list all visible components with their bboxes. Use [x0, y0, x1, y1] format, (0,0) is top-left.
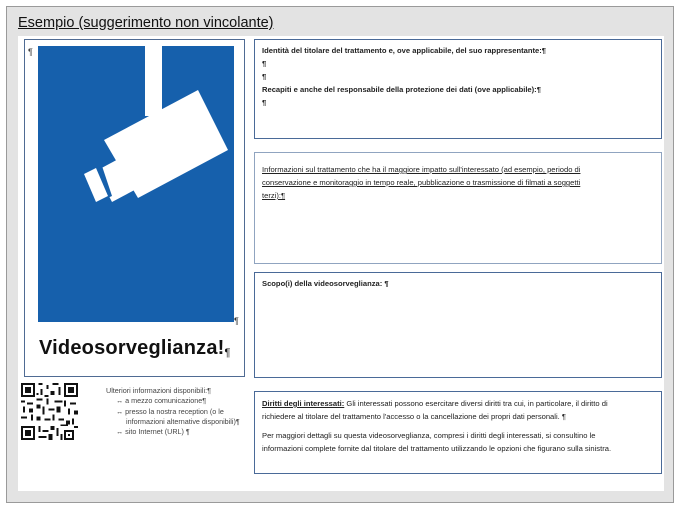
processing-impact-line-3: terzi):¶: [262, 191, 286, 200]
surveillance-camera-icon: [38, 46, 234, 322]
info-heading: Ulteriori informazioni disponibili:¶: [106, 386, 211, 395]
sign-corner-mark: ¶: [28, 47, 33, 57]
controller-identity-label: Identità del titolare del trattamento e, ove applicabile, del suo rappresentante:¶: [262, 46, 546, 55]
processing-impact-line-1: Informazioni sul trattamento che ha il maggiore impatto sull'interessato (ad esempio, periodo di: [262, 165, 581, 174]
surveillance-purpose-box: [254, 272, 662, 378]
controller-identity-box: [254, 39, 662, 139]
info-item-website: ↔ sito Internet (URL) ¶: [116, 427, 190, 437]
rights-heading: Diritti degli interessati:: [262, 399, 345, 408]
qr-code-icon: [21, 383, 78, 440]
surveillance-purpose-label: Scopo(i) della videosorveglianza: ¶: [262, 279, 389, 288]
info-item-reception-cont: informazioni alternative disponibili)¶: [126, 416, 240, 426]
rights-line-3: Per maggiori dettagli su questa videosorveglianza, compresi i diritti degli interessati, si consultino le: [262, 431, 596, 440]
processing-impact-box: [254, 152, 662, 264]
rights-line-4: informazioni complete fornite dal titolare del trattamento utilizzando le opzioni che figurano sulla sinistra.: [262, 444, 612, 453]
sign-label: Videosorveglianza!¶: [39, 337, 231, 359]
info-item-communication: ↔ a mezzo comunicazione¶: [116, 396, 207, 406]
data-subject-rights-box: [254, 391, 662, 474]
sign-pictogram-mark: ¶: [234, 316, 239, 326]
rights-line-2: richiedere al titolare del trattamento l'accesso o la cancellazione dei propri dati personali. ¶: [262, 412, 566, 421]
sign-label-pilcrow: ¶: [224, 347, 231, 359]
sign-pictogram: [38, 46, 234, 322]
rights-line-1-text: Gli interessati possono esercitare diversi diritti tra cui, in particolare, il diritto di: [344, 399, 608, 408]
document-title: Esempio (suggerimento non vincolante): [18, 15, 274, 31]
surveillance-sign: [24, 39, 245, 377]
dpo-blank: ¶: [262, 98, 267, 107]
processing-impact-line-2: conservazione e monitoraggio in tempo reale, pubblicazione o trasmissione di filmati a soggetti: [262, 178, 581, 187]
further-information-list: [106, 386, 246, 437]
info-item-reception: ↔ presso la nostra reception (o le: [116, 406, 224, 416]
dpo-contact-label: Recapiti e anche del responsabile della protezione dei dati (ove applicabile):¶: [262, 85, 541, 94]
rights-line-1: [262, 397, 654, 410]
controller-blank-2: ¶: [262, 72, 267, 81]
controller-blank-1: ¶: [262, 59, 267, 68]
